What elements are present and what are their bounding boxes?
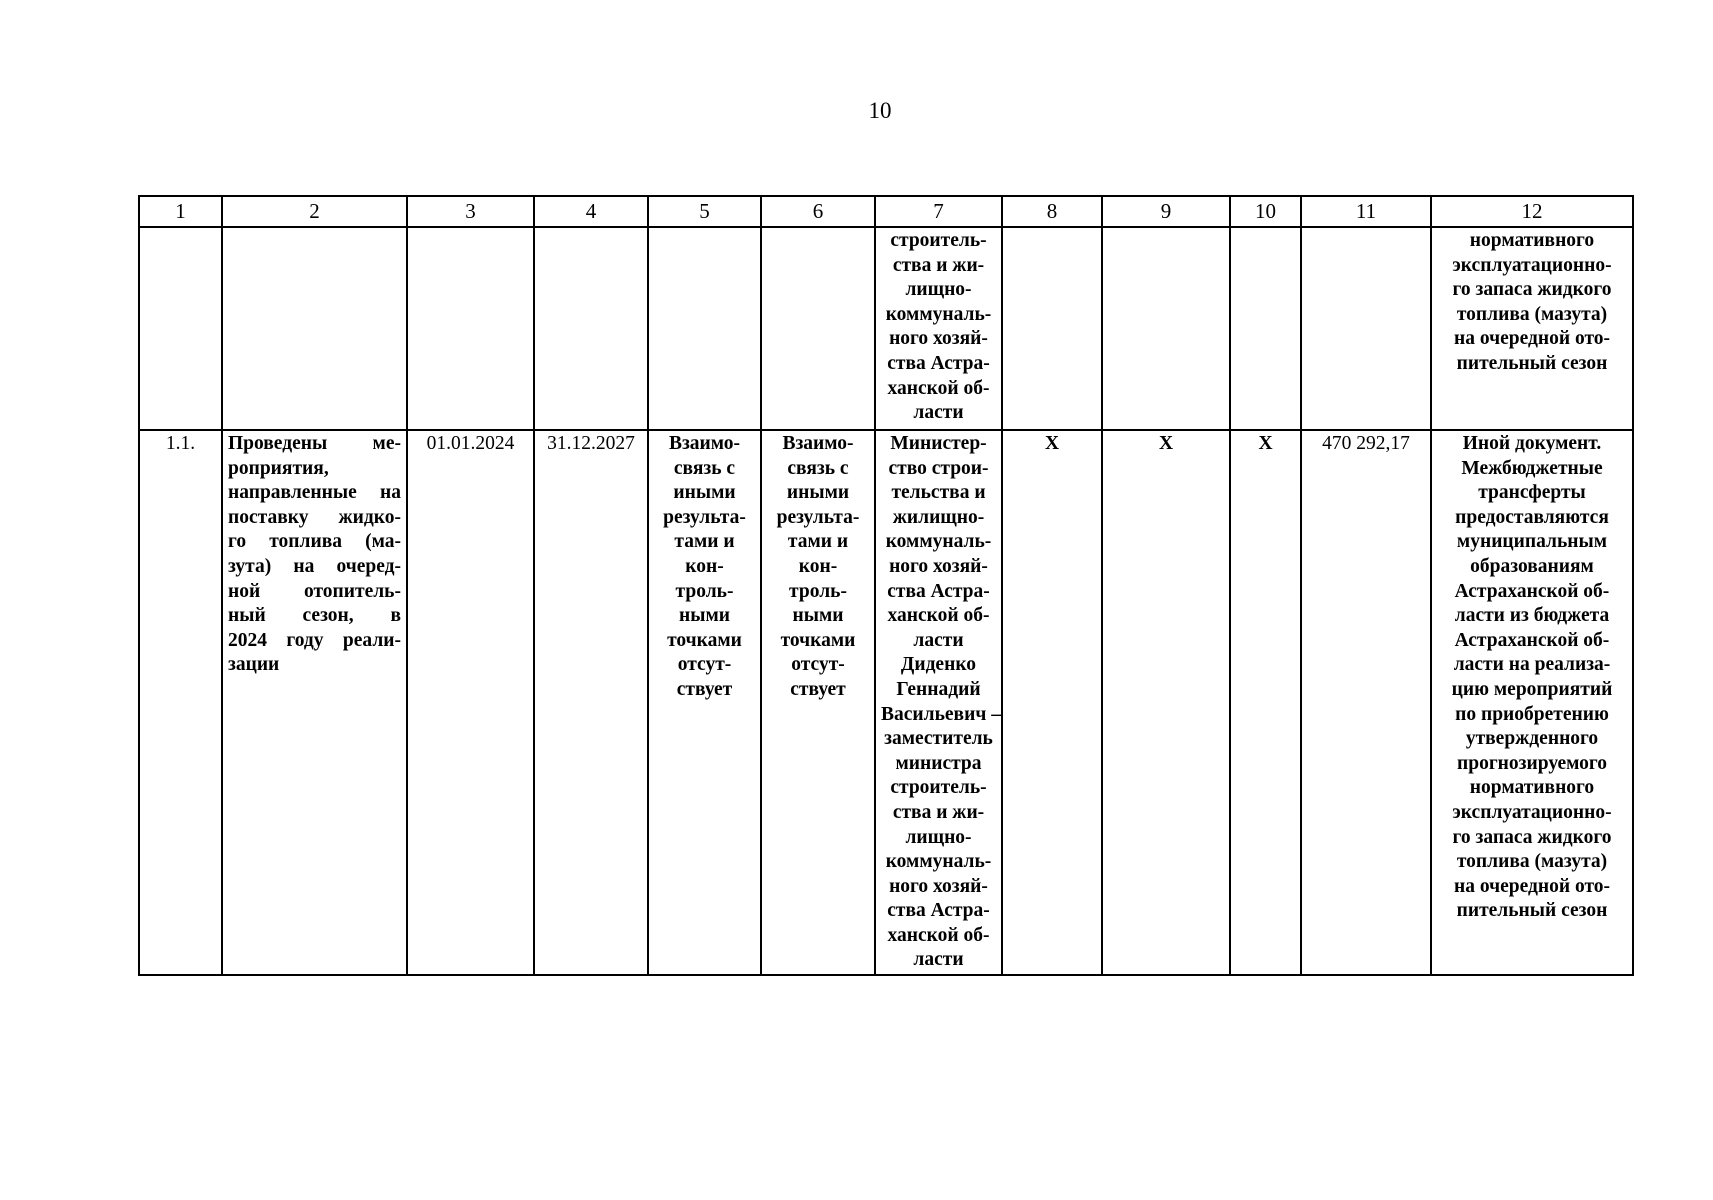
cont-cell-10	[1230, 227, 1301, 430]
cell-text-line: коммуналь-	[885, 303, 992, 325]
cont-cell-document	[1431, 227, 1633, 430]
cell-text-line: Геннадий	[896, 678, 981, 700]
cell-text-line: ства и жи-	[892, 801, 985, 823]
results-table	[138, 195, 1634, 976]
cell-text-line: Иной документ.	[1462, 433, 1602, 454]
cell-text-line: тами и	[787, 531, 849, 553]
cell-text-line: нормативного	[1469, 777, 1595, 799]
cell-text-line: трансферты	[1478, 482, 1586, 504]
cell-text-line: го запаса жидкого	[1452, 279, 1612, 301]
cell-text-line: иными	[673, 482, 736, 504]
cell-text-line: ства Астра-	[887, 352, 990, 374]
header-col-6: 6	[761, 196, 875, 227]
cont-cell-4	[534, 227, 648, 430]
cell-text-line: точками	[667, 629, 742, 651]
cell-text-line: ласти	[913, 629, 964, 651]
cont-cell-responsible	[875, 227, 1002, 430]
header-col-4: 4	[534, 196, 648, 227]
cell-text-line: тами и	[674, 531, 735, 553]
header-col-9: 9	[1102, 196, 1230, 227]
header-col-3: 3	[407, 196, 534, 227]
cell-text-line: ными	[792, 605, 844, 627]
cell-text-line: ласти на реализа-	[1453, 654, 1611, 676]
amount: 470 292,17	[1301, 430, 1431, 975]
continuation-row	[139, 227, 1633, 430]
cell-text-line: топлива (мазута)	[1456, 851, 1608, 873]
cont-cell-1	[139, 227, 222, 430]
cell-text-line: коммуналь-	[885, 531, 992, 553]
cell-text-line: нормативного	[1469, 230, 1595, 251]
cell-text-line: зации	[228, 654, 280, 676]
header-col-10: 10	[1230, 196, 1301, 227]
cell-text-line: строитель-	[890, 777, 987, 799]
cell-text-line: топлива (мазута)	[1456, 303, 1608, 325]
cell-text-line: ный сезон, в	[228, 605, 401, 627]
col-10-value: X	[1230, 430, 1301, 975]
cell-text-line: отсут-	[677, 654, 732, 676]
cell-text-line: связь с	[673, 457, 736, 479]
cell-text-line: эксплуатационно-	[1452, 254, 1612, 276]
header-col-1: 1	[139, 196, 222, 227]
cell-text-line: троль-	[675, 580, 734, 602]
cell-text-line: Васильевич –	[881, 703, 1001, 725]
cell-text-line: ства Астра-	[887, 900, 990, 922]
cell-text-line: точками	[780, 629, 856, 651]
cell-text-line: Межбюджетные	[1461, 457, 1603, 479]
cell-text-line: Астраханской об-	[1454, 629, 1610, 651]
header-row	[139, 196, 1633, 227]
cell-text-line: ханской об-	[887, 377, 990, 399]
cell-text-line: ной отопитель-	[228, 580, 401, 602]
cell-text-line: ствует	[790, 678, 846, 700]
cell-text-line: лищно-	[905, 279, 972, 301]
cell-text-line: ного хозяй-	[889, 328, 988, 350]
confirming-document	[1431, 430, 1633, 975]
cell-text-line: ласти	[913, 949, 964, 971]
cell-text-line: роприятия,	[228, 457, 329, 479]
cont-cell-3	[407, 227, 534, 430]
cell-text-line: ства Астра-	[887, 580, 990, 602]
col-9-value: X	[1102, 430, 1230, 975]
cell-text-line: ханской об-	[887, 605, 990, 627]
cell-text-line: утвержденного	[1465, 728, 1599, 750]
cell-text-line: прогнозируемого	[1456, 752, 1608, 774]
cell-text-line: поставку жидко-	[228, 506, 401, 528]
cell-text-line: ного хозяй-	[889, 875, 988, 897]
cell-text-line: ными	[679, 605, 730, 627]
cell-text-line: кон-	[685, 555, 724, 577]
cell-text-line: результа-	[776, 506, 860, 528]
responsible-person	[875, 430, 1002, 975]
cell-text-line: пительный сезон	[1456, 900, 1608, 922]
end-date: 31.12.2027	[534, 430, 648, 975]
cell-text-line: предоставляются	[1455, 506, 1609, 528]
link-with-results	[648, 430, 761, 975]
header-col-11: 11	[1301, 196, 1431, 227]
cell-text-line: ства и жи-	[892, 254, 985, 276]
cell-text-line: ханской об-	[887, 924, 990, 946]
cell-text-line: го запаса жидкого	[1452, 826, 1612, 848]
row-number: 1.1.	[139, 430, 222, 975]
cell-text-line: ствует	[676, 678, 733, 700]
header-col-5: 5	[648, 196, 761, 227]
header-col-12: 12	[1431, 196, 1633, 227]
cell-text-line: заместитель	[884, 728, 993, 750]
cell-text-line: министра	[895, 752, 982, 774]
cell-text-line: муниципальным	[1456, 531, 1608, 553]
cell-text-line: кон-	[798, 555, 838, 577]
cell-text-line: образованиям	[1470, 555, 1594, 577]
cont-cell-8	[1002, 227, 1102, 430]
cell-text-line: троль-	[789, 580, 847, 602]
cell-text-line: Взаимо-	[782, 433, 854, 454]
cell-text-line: тельства и	[891, 482, 986, 504]
header-col-7: 7	[875, 196, 1002, 227]
cell-text-line: строитель-	[890, 230, 987, 251]
cell-text-line: Взаимо-	[668, 433, 741, 454]
cell-text-line: зута) на очеред-	[228, 555, 401, 577]
cell-text-line: цию мероприятий	[1451, 678, 1613, 700]
cell-text-line: Проведены ме-	[228, 433, 401, 454]
cell-text-line: Министер-	[890, 433, 987, 454]
cell-text-line: ного хозяй-	[889, 555, 988, 577]
header-col-8: 8	[1002, 196, 1102, 227]
cell-text-line: лищно-	[905, 826, 972, 848]
cell-text-line: 2024 году реали-	[228, 629, 401, 651]
cell-text-line: пительный сезон	[1456, 352, 1608, 374]
cont-cell-6	[761, 227, 875, 430]
cell-text-line: го топлива (ма-	[228, 531, 401, 553]
cell-text-line: на очередной ото-	[1453, 875, 1611, 897]
cell-text-line: ласти из бюджета	[1454, 605, 1610, 627]
cont-cell-11	[1301, 227, 1431, 430]
cell-text-line: Диденко	[900, 654, 977, 676]
header-col-2: 2	[222, 196, 407, 227]
cell-text-line: иными	[786, 482, 850, 504]
cell-text-line: ласти	[913, 402, 964, 424]
start-date: 01.01.2024	[407, 430, 534, 975]
cell-text-line: эксплуатационно-	[1452, 801, 1612, 823]
cont-cell-5	[648, 227, 761, 430]
cell-text-line: коммуналь-	[885, 851, 992, 873]
col-8-value: X	[1002, 430, 1102, 975]
cont-cell-9	[1102, 227, 1230, 430]
cell-text-line: направленные на	[228, 482, 401, 504]
cell-text-line: связь с	[787, 457, 849, 479]
cell-text-line: по приобретению	[1455, 703, 1609, 725]
cell-text-line: жилищно-	[892, 506, 985, 528]
result-description	[222, 430, 407, 975]
cell-text-line: на очередной ото-	[1453, 328, 1611, 350]
link-with-control-points	[761, 430, 875, 975]
cell-text-line: отсут-	[791, 654, 845, 676]
cell-text-line: ство строи-	[888, 457, 989, 479]
cont-cell-2	[222, 227, 407, 430]
cell-text-line: Астраханской об-	[1454, 580, 1610, 602]
table-row-1-1	[139, 430, 1633, 975]
page-number: 10	[868, 98, 892, 123]
cell-text-line: результа-	[663, 506, 746, 528]
